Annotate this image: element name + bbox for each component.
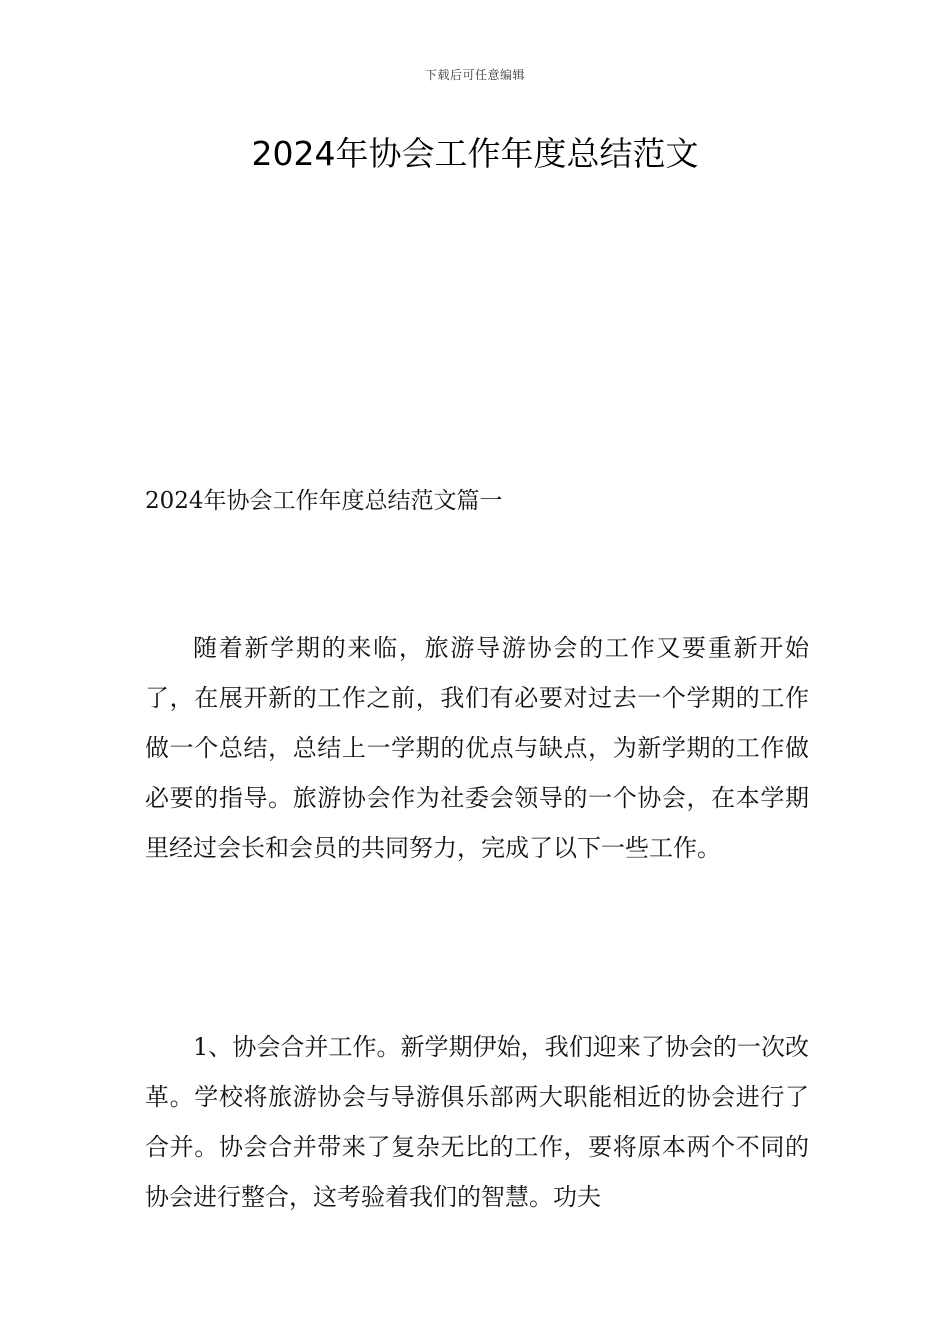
section-heading: 2024年协会工作年度总结范文篇一 — [145, 488, 503, 514]
document-title: 2024年协会工作年度总结范文 — [251, 134, 699, 173]
header-note: 下载后可任意编辑 — [424, 68, 525, 82]
body-paragraph: 随着新学期的来临，旅游导游协会的工作又要重新开始了，在展开新的工作之前，我们有必要对过去一个学期的工作做一个总结，总结上一学期的优点与缺点，为新学期的工作做必要的指导。旅游协会作为社委会领导的一个协会，在本学期里经过会长和会员的共同努力，完成了以下一些工作。 — [145, 634, 809, 862]
body-paragraph: 1、协会合并工作。新学期伊始，我们迎来了协会的一次改革。学校将旅游协会与导游俱乐部两大职能相近的协会进行了合并。协会合并带来了复杂无比的工作，要将原本两个不同的协会进行整合，这考验着我们的智慧。功夫 — [145, 1033, 809, 1211]
